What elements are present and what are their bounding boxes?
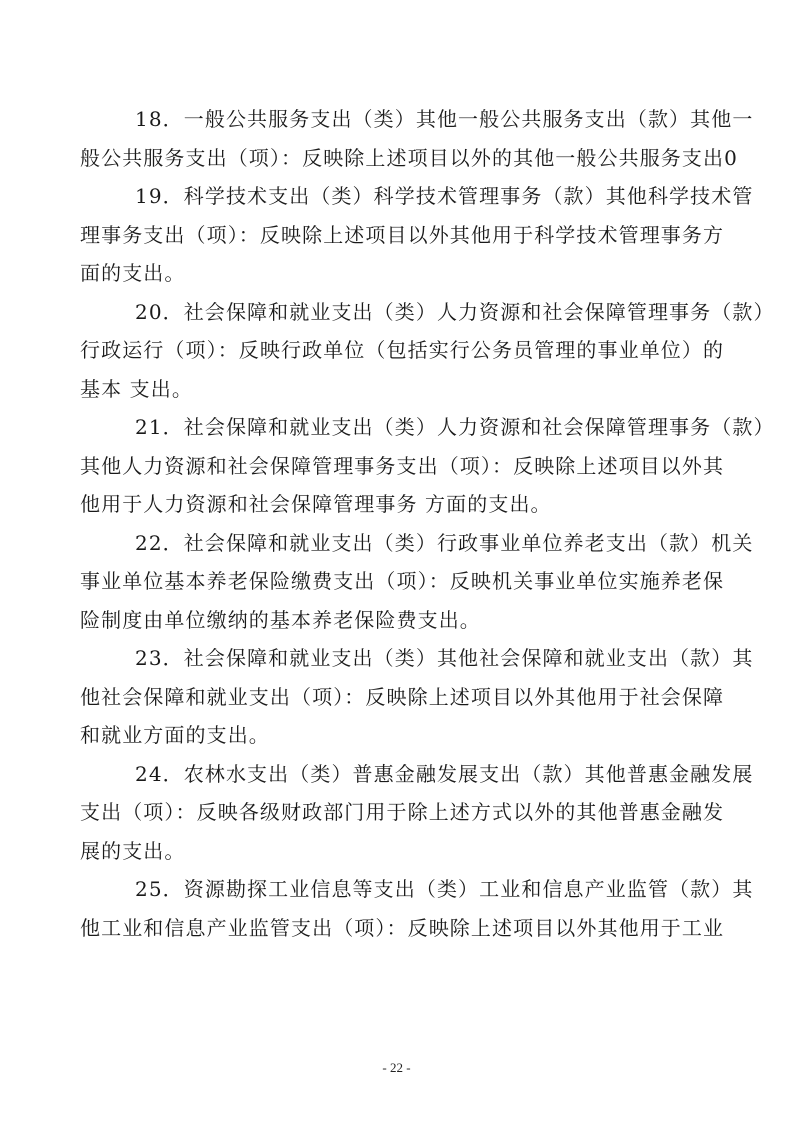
page-number: - 22 - <box>382 1060 411 1075</box>
paragraph-line: 事业单位基本养老保险缴费支出（项）：反映机关事业单位实施养老保 <box>80 569 725 593</box>
paragraph-line: 18．一般公共服务支出（类）其他一般公共服务支出（款）其他一 <box>135 107 754 131</box>
paragraph-22 <box>80 524 754 640</box>
paragraph-line: 和就业方面的支出。 <box>80 723 270 747</box>
paragraph-line: 险制度由单位缴纳的基本养老保险费支出。 <box>80 607 481 632</box>
paragraph-line: 21．社会保障和就业支出（类）人力资源和社会保障管理事务（款） <box>135 415 775 439</box>
paragraph-18 <box>80 100 754 177</box>
paragraph-line: 展的支出。 <box>80 838 186 863</box>
paragraph-line: 他工业和信息产业监管支出（项）：反映除上述项目以外其他用于工业 <box>80 915 725 940</box>
paragraph-line: 面的支出。 <box>80 261 186 285</box>
document-body <box>80 100 775 947</box>
paragraph-23 <box>80 639 754 755</box>
paragraph-line: 24．农林水支出（类）普惠金融发展支出（款）其他普惠金融发展 <box>135 761 754 786</box>
paragraph-line: 19．科学技术支出（类）科学技术管理事务（款）其他科学技术管 <box>135 184 754 208</box>
paragraph-line: 他用于人力资源和社会保障管理事务 方面的支出。 <box>80 492 552 516</box>
paragraph-line: 基本 支出。 <box>80 376 193 401</box>
paragraph-21 <box>80 408 775 524</box>
paragraph-line: 行政运行（项）：反映行政单位（包括实行公务员管理的事业单位）的 <box>80 338 725 362</box>
paragraph-25 <box>80 870 754 947</box>
paragraph-line: 23．社会保障和就业支出（类）其他社会保障和就业支出（款）其 <box>135 646 754 670</box>
paragraph-line: 20．社会保障和就业支出（类）人力资源和社会保障管理事务（款） <box>135 299 775 324</box>
paragraph-line: 他社会保障和就业支出（项）：反映除上述项目以外其他用于社会保障 <box>80 684 725 709</box>
paragraph-20 <box>80 293 775 409</box>
paragraph-19 <box>80 177 754 293</box>
paragraph-line: 理事务支出（项）：反映除上述项目以外其他用于科学技术管理事务方 <box>80 222 725 247</box>
paragraph-line: 般公共服务支出（项）：反映除上述项目以外的其他一般公共服务支出0 <box>80 145 738 170</box>
paragraph-24 <box>80 755 754 871</box>
paragraph-line: 25．资源勘探工业信息等支出（类）工业和信息产业监管（款）其 <box>135 877 754 901</box>
paragraph-line: 支出（项）：反映各级财政部门用于除上述方式以外的其他普惠金融发 <box>80 800 725 824</box>
paragraph-line: 22．社会保障和就业支出（类）行政事业单位养老支出（款）机关 <box>135 530 754 555</box>
paragraph-line: 其他人力资源和社会保障管理事务支出（项）：反映除上述项目以外其 <box>80 453 725 478</box>
